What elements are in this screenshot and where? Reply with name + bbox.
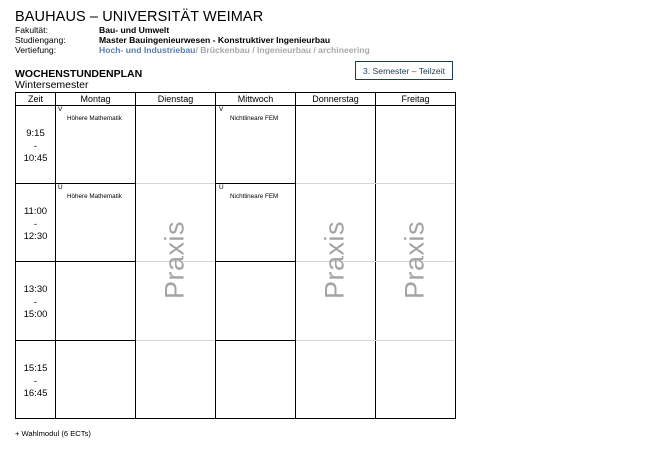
course-type-tag: Ü xyxy=(219,184,224,191)
time-end: 10:45 xyxy=(23,153,48,164)
time-start: 9:15 xyxy=(26,128,45,139)
time-end: 12:30 xyxy=(23,231,48,242)
course-name: Höhere Mathematik xyxy=(67,115,122,122)
faculty-value: Bau- und Umwelt xyxy=(99,25,170,35)
praxis-label: Praxis xyxy=(399,220,430,300)
course-type-tag: Ü xyxy=(58,184,63,191)
grid-line xyxy=(135,92,136,419)
time-dash: - xyxy=(33,296,38,308)
time-slot xyxy=(16,363,55,401)
grid-line xyxy=(15,261,136,262)
faculty-label: Fakultät: xyxy=(15,25,48,35)
time-end: 16:45 xyxy=(23,388,48,399)
time-slot xyxy=(16,128,55,166)
column-header-dienstag: Dienstag xyxy=(157,94,194,104)
time-dash: - xyxy=(33,140,38,152)
column-header-montag: Montag xyxy=(80,94,111,104)
program-row xyxy=(15,35,370,45)
time-end: 15:00 xyxy=(23,309,48,320)
time-dash: - xyxy=(33,375,38,387)
grid-line xyxy=(15,340,136,341)
praxis-label: Praxis xyxy=(159,220,190,300)
grid-line xyxy=(215,92,216,419)
time-start: 15:15 xyxy=(23,363,48,374)
specialization-row xyxy=(15,45,370,55)
course-name: Höhere Mathematik xyxy=(67,193,122,200)
grid-line xyxy=(296,183,455,184)
grid-line xyxy=(296,340,455,341)
grid-line xyxy=(55,92,56,419)
specialization-others: / Brückenbau / Ingenieurbau / archineering xyxy=(195,45,370,55)
schedule-title: WOCHENSTUNDENPLAN xyxy=(15,68,143,80)
course-name: Nichtlineare FEM xyxy=(230,115,279,122)
grid-line xyxy=(136,183,215,184)
column-header-donnerstag: Donnerstag xyxy=(312,94,359,104)
grid-line xyxy=(15,418,456,419)
specialization-active: Hoch- und Industriebau xyxy=(99,45,196,55)
schedule-subtitle: Wintersemester xyxy=(15,79,89,91)
time-start: 13:30 xyxy=(23,284,48,295)
grid-line xyxy=(136,340,215,341)
grid-line xyxy=(215,261,296,262)
column-header-zeit: Zeit xyxy=(27,94,43,104)
grid-line xyxy=(15,183,136,184)
specialization-label: Vertiefung: xyxy=(15,45,57,55)
course-type-tag: V xyxy=(58,106,63,113)
program-info xyxy=(15,25,370,55)
grid-line xyxy=(375,92,376,419)
course-name: Nichtlineare FEM xyxy=(230,193,279,200)
column-header-mittwoch: Mittwoch xyxy=(237,94,274,104)
praxis-label: Praxis xyxy=(319,220,350,300)
time-slot xyxy=(16,284,55,322)
column-header-freitag: Freitag xyxy=(401,94,430,104)
program-value: Master Bauingenieurwesen - Konstruktiver Ingenieurbau xyxy=(99,35,331,45)
grid-line xyxy=(15,105,456,106)
time-start: 11:00 xyxy=(23,206,48,217)
grid-line xyxy=(455,92,456,419)
footer-note: + Wahlmodul (6 ECTs) xyxy=(15,429,91,438)
grid-line xyxy=(295,92,296,419)
time-dash: - xyxy=(33,218,38,230)
timetable xyxy=(15,92,456,419)
program-label: Studiengang: xyxy=(15,35,66,45)
time-slot xyxy=(16,206,55,244)
course-type-tag: V xyxy=(219,106,224,113)
faculty-row xyxy=(15,25,370,35)
semester-badge: 3. Semester – Teilzeit xyxy=(355,61,453,80)
university-title: BAUHAUS – UNIVERSITÄT WEIMAR xyxy=(15,9,264,25)
grid-line xyxy=(215,183,296,184)
grid-line xyxy=(215,340,296,341)
